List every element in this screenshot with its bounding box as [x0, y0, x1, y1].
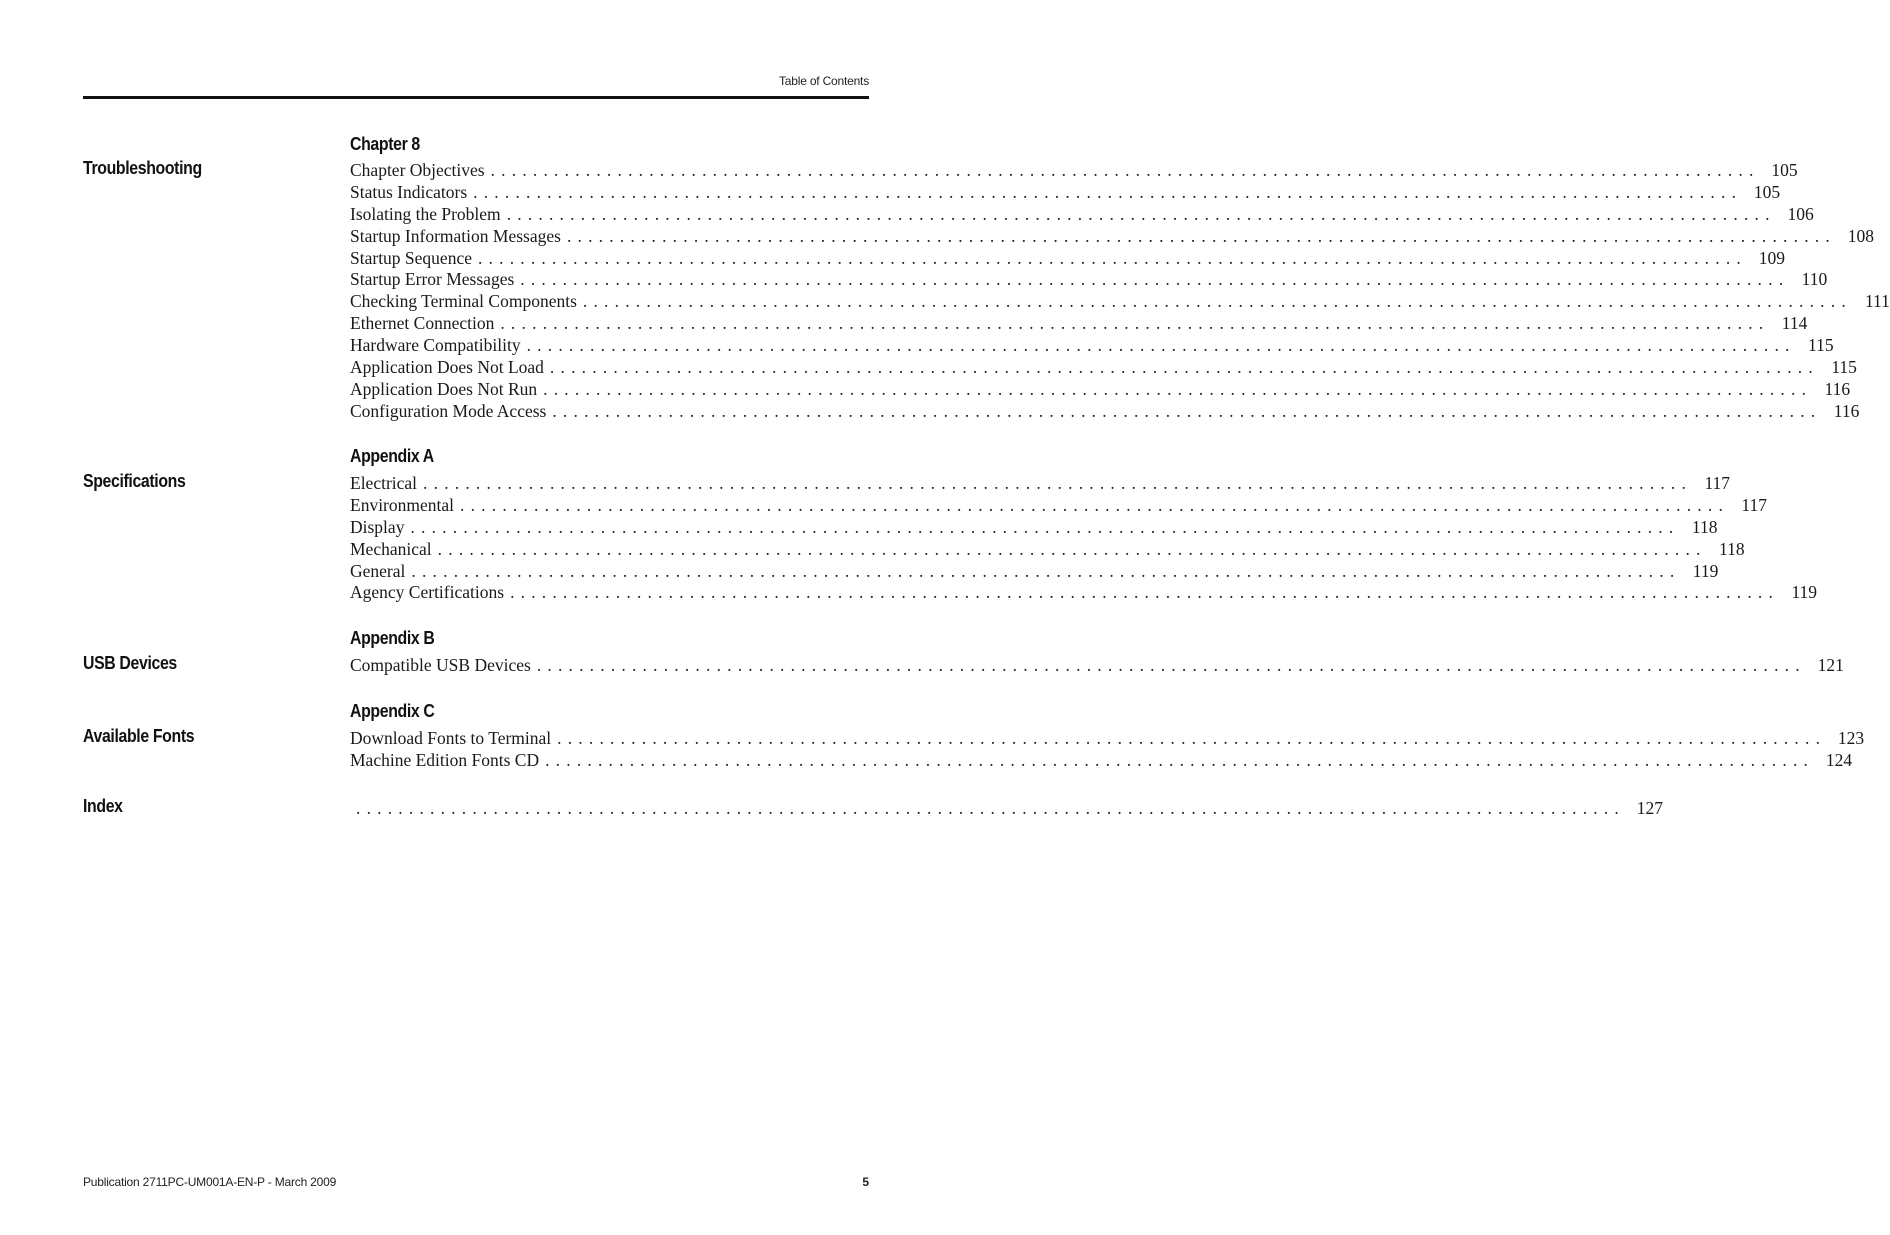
toc-entry-title: Startup Sequence	[350, 247, 472, 268]
toc-entry[interactable]	[350, 538, 1745, 561]
toc-entry-page: 118	[1691, 516, 1718, 537]
dot-leader: ........................................................................................................................	[356, 798, 1625, 818]
toc-entry[interactable]	[350, 655, 1844, 677]
dot-leader: ........................................................................................................................	[410, 516, 1680, 537]
toc-entry[interactable]	[350, 181, 1781, 204]
dot-leader: ........................................................................................................................	[582, 291, 1852, 312]
header-rule	[83, 96, 869, 99]
toc-entry[interactable]	[350, 335, 1834, 357]
toc-entry-title: Checking Terminal Components	[350, 291, 577, 312]
toc-entry[interactable]	[350, 203, 1814, 226]
dot-leader: ........................................................................................................................	[549, 357, 1819, 378]
toc-entry-page: 116	[1824, 378, 1851, 399]
toc-entry-title: Application Does Not Run	[350, 378, 538, 399]
toc-entry-list	[350, 473, 1818, 604]
toc-entry[interactable]	[350, 728, 1865, 750]
toc-entry-page: 124	[1825, 749, 1853, 770]
toc-entry-list	[350, 160, 1890, 423]
toc-entry-page: 105	[1753, 181, 1781, 202]
toc-entry[interactable]	[350, 473, 1731, 495]
toc-entry-list	[350, 728, 1865, 772]
toc-entry[interactable]	[350, 225, 1874, 248]
dot-leader: ........................................................................................................................	[411, 560, 1681, 581]
page-number: 5	[862, 1175, 869, 1189]
toc-entry-page: 118	[1719, 538, 1745, 559]
toc-entry-page: 117	[1741, 494, 1768, 515]
chapter-label: Appendix A	[350, 446, 434, 466]
dot-leader: ........................................................................................................................	[510, 582, 1780, 603]
chapter-label: Chapter 8	[350, 134, 420, 154]
toc-entry-title: Status Indicators	[350, 181, 468, 202]
dot-leader: ........................................................................................................................	[557, 728, 1827, 748]
toc-entry-page: 117	[1704, 473, 1731, 493]
toc-entry-page: 119	[1791, 582, 1818, 603]
dot-leader: ........................................................................................................................	[543, 378, 1813, 399]
toc-entry-title: Configuration Mode Access	[350, 400, 547, 421]
toc-entry[interactable]	[350, 494, 1768, 517]
toc-entry-page: 123	[1837, 728, 1865, 748]
toc-entry[interactable]	[350, 357, 1857, 379]
chapter-label: Appendix C	[350, 701, 435, 721]
toc-entry-page: 105	[1771, 160, 1798, 180]
toc-entry-title: Electrical	[350, 473, 418, 493]
toc-entry[interactable]	[350, 749, 1853, 772]
toc-entry-title: Chapter Objectives	[350, 160, 485, 180]
toc-entry-title: Agency Certifications	[350, 582, 505, 603]
toc-entry[interactable]	[350, 160, 1798, 182]
dot-leader: ........................................................................................................................	[545, 749, 1815, 770]
toc-entry-page: 109	[1758, 247, 1785, 268]
toc-entry-page: 115	[1807, 335, 1834, 356]
section-title: USB Devices	[83, 653, 177, 673]
toc-entry[interactable]	[350, 247, 1785, 270]
toc-entry-title: General	[350, 560, 406, 581]
toc-entry-title: Startup Error Messages	[350, 269, 515, 290]
toc-entry-title: Machine Edition Fonts CD	[350, 749, 540, 770]
dot-leader: ........................................................................................................................	[460, 494, 1730, 515]
toc-entry-page: 121	[1817, 655, 1844, 675]
toc-entry-page: 115	[1831, 357, 1857, 378]
toc-entry-list	[350, 655, 1844, 677]
toc-entry-page: 108	[1847, 225, 1874, 246]
running-header: Table of Contents	[779, 74, 869, 88]
section-title: Specifications	[83, 471, 186, 491]
publication-number: Publication 2711PC-UM001A-EN-P - March 2009	[83, 1175, 337, 1189]
toc-entry-title: Environmental	[350, 494, 455, 515]
toc-entry[interactable]	[350, 378, 1851, 401]
dot-leader: ........................................................................................................................	[566, 225, 1836, 246]
toc-entry-title: Display	[350, 516, 405, 537]
dot-leader: ........................................................................................................................	[552, 400, 1822, 421]
toc-entry[interactable]	[350, 560, 1719, 583]
toc-entry-title: Ethernet Connection	[350, 313, 495, 334]
dot-leader: ........................................................................................................................	[506, 203, 1776, 224]
toc-entry[interactable]	[350, 516, 1718, 539]
dot-leader: ........................................................................................................................	[500, 313, 1770, 334]
dot-leader: ........................................................................................................................	[536, 655, 1806, 675]
toc-entry-page: 114	[1781, 313, 1808, 334]
toc-entry-title: Isolating the Problem	[350, 203, 501, 224]
toc-entry-page: 116	[1833, 400, 1860, 421]
toc-entry-page: 111	[1864, 291, 1890, 312]
toc-entry-title: Startup Information Messages	[350, 225, 561, 246]
toc-entry-title: Hardware Compatibility	[350, 335, 521, 356]
toc-entry-title: Download Fonts to Terminal	[350, 728, 552, 748]
toc-entry-title: Mechanical	[350, 538, 432, 559]
section-title: Available Fonts	[83, 726, 195, 746]
dot-leader: ........................................................................................................................	[526, 335, 1796, 356]
toc-entry[interactable]	[350, 313, 1808, 335]
toc-entry-page: 119	[1692, 560, 1719, 581]
toc-entry-page: 110	[1801, 269, 1828, 290]
toc-entry[interactable]	[350, 798, 1663, 820]
section-title: Troubleshooting	[83, 158, 202, 178]
toc-entry[interactable]	[350, 400, 1860, 423]
toc-entry-page: 106	[1787, 203, 1814, 224]
toc-entry[interactable]	[350, 269, 1828, 291]
toc-entry-page: 127	[1636, 798, 1663, 818]
dot-leader: ........................................................................................................................	[477, 247, 1747, 268]
chapter-label: Appendix B	[350, 628, 435, 648]
toc-entry-title: Compatible USB Devices	[350, 655, 531, 675]
toc-entry[interactable]	[350, 582, 1818, 604]
section-title: Index	[83, 796, 123, 816]
toc-entry-title: Application Does Not Load	[350, 357, 544, 378]
dot-leader: ........................................................................................................................	[437, 538, 1707, 559]
dot-leader: ........................................................................................................................	[490, 160, 1760, 180]
dot-leader: ........................................................................................................................	[423, 473, 1693, 493]
dot-leader: ........................................................................................................................	[520, 269, 1790, 290]
toc-entry[interactable]	[350, 291, 1890, 313]
dot-leader: ........................................................................................................................	[473, 181, 1743, 202]
toc-entry-list	[350, 798, 1663, 820]
